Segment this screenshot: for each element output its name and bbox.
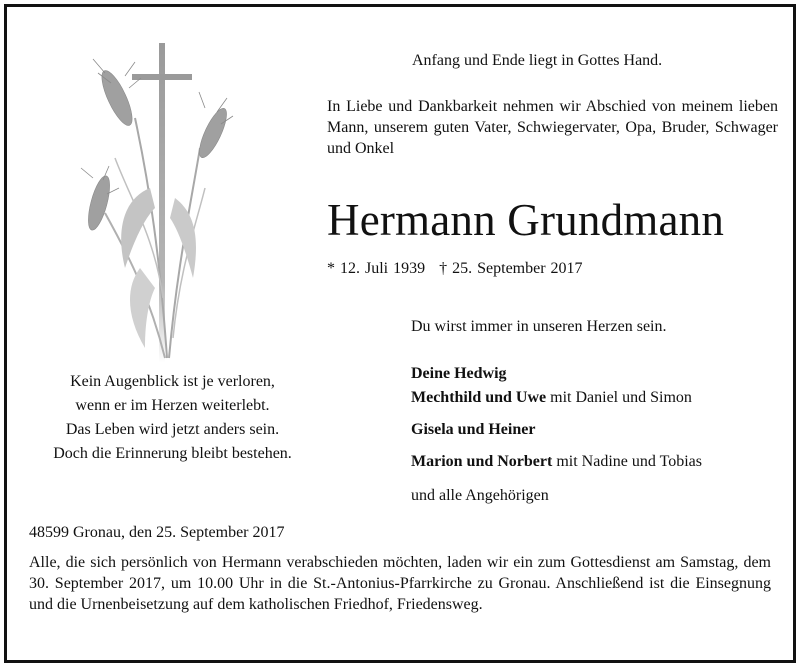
place-date: 48599 Gronau, den 25. September 2017 xyxy=(29,524,285,541)
family-name: Deine Hedwig xyxy=(411,365,507,382)
life-dates xyxy=(327,260,583,278)
family-list xyxy=(411,362,791,508)
birth-date: * 12. Juli 1939 xyxy=(327,260,426,277)
family-row xyxy=(411,418,791,442)
cross-with-wheat-icon xyxy=(55,38,255,368)
intro-text: In Liebe und Dankbarkeit nehmen wir Abschied von meinem lieben Mann, unserem guten Vater, Schwiegervater, Opa, Bruder, Schwager und Onkel xyxy=(327,98,778,157)
poem xyxy=(20,370,325,466)
death-date: † 25. September 2017 xyxy=(439,260,583,277)
poem-line: Das Leben wird jetzt anders sein. xyxy=(65,421,280,438)
family-name: Mechthild und Uwe xyxy=(411,389,547,406)
relatives-line: und alle Angehörigen xyxy=(411,487,549,504)
poem-line: Doch die Erinnerung bleibt bestehen. xyxy=(53,445,292,462)
poem-line: wenn er im Herzen weiterlebt. xyxy=(75,397,270,414)
family-children: mit Daniel und Simon xyxy=(546,389,692,406)
family-row xyxy=(411,362,791,386)
poem-line: Kein Augenblick ist je verloren, xyxy=(70,373,275,390)
remembrance-line: Du wirst immer in unseren Herzen sein. xyxy=(411,318,667,335)
service-info: Alle, die sich persönlich von Hermann verabschieden möchten, laden wir ein zum Gottesdienst am Samstag, dem 30. September 2017, um 10.00 Uhr in die St.-Antonius-Pfarrkirche zu Gronau. Anschließend ist die Einsegnung und die Urnenbeisetzung auf dem katholischen Friedhof, Friedensweg. xyxy=(29,554,771,613)
family-name: Marion und Norbert xyxy=(411,453,553,470)
family-row xyxy=(411,450,791,474)
motto: Anfang und Ende liegt in Gottes Hand. xyxy=(412,52,663,69)
family-name: Gisela und Heiner xyxy=(411,421,536,438)
family-row xyxy=(411,386,791,410)
family-children: mit Nadine und Tobias xyxy=(552,453,703,470)
deceased-name: Hermann Grundmann xyxy=(327,195,725,245)
